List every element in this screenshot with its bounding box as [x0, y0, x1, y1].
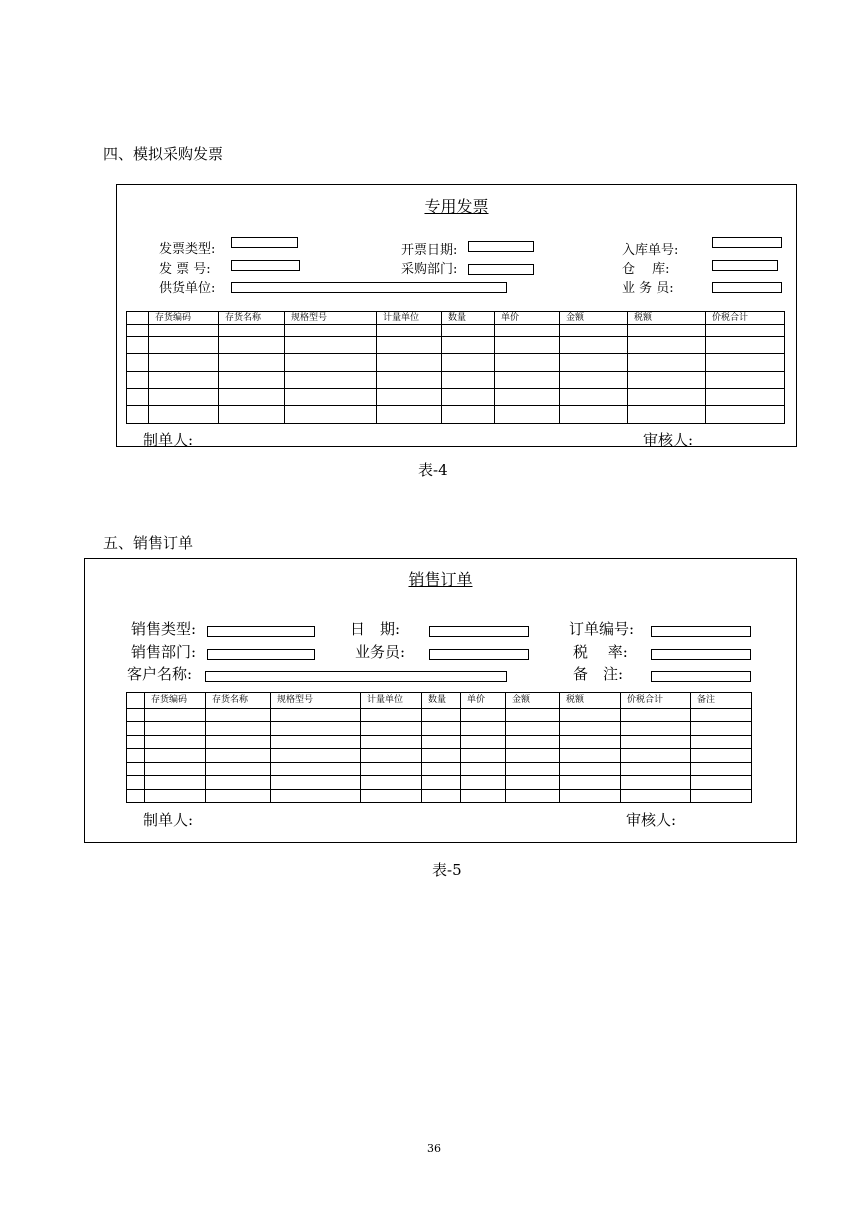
- table-cell[interactable]: [495, 389, 560, 406]
- table-row: [127, 722, 752, 736]
- remark-field[interactable]: [651, 671, 751, 682]
- table-caption: 表-5: [432, 861, 462, 879]
- table-cell[interactable]: [271, 749, 361, 763]
- row-index-header-cell: [127, 312, 149, 325]
- invoice-date-label: 开票日期:: [401, 243, 458, 258]
- table-cell[interactable]: [706, 325, 785, 337]
- table-cell[interactable]: [145, 709, 206, 722]
- table-cell[interactable]: [706, 389, 785, 406]
- table-cell[interactable]: [560, 790, 621, 803]
- table-header-row: [127, 312, 785, 325]
- table-cell[interactable]: [145, 736, 206, 749]
- table-cell[interactable]: [691, 763, 752, 776]
- table-cell[interactable]: [422, 722, 461, 736]
- table-cell[interactable]: [560, 337, 628, 354]
- warehouse-label: 仓 库:: [622, 262, 670, 277]
- table-cell[interactable]: [506, 709, 560, 722]
- table-cell[interactable]: [461, 736, 506, 749]
- table-cell[interactable]: [461, 722, 506, 736]
- table-cell[interactable]: [145, 776, 206, 790]
- table-cell: [127, 790, 145, 803]
- table-cell[interactable]: [219, 372, 285, 389]
- auditor-label: 审核人:: [626, 811, 677, 829]
- table-cell[interactable]: [361, 736, 422, 749]
- sales-order-form: [84, 558, 797, 843]
- table-cell[interactable]: [377, 389, 442, 406]
- table-cell[interactable]: [691, 749, 752, 763]
- form-title: 专用发票: [424, 197, 489, 216]
- table-cell[interactable]: [461, 749, 506, 763]
- invoice-type-field[interactable]: [231, 237, 298, 248]
- table-cell[interactable]: [361, 709, 422, 722]
- column-header: 存货名称: [219, 312, 285, 325]
- table-cell[interactable]: [145, 749, 206, 763]
- purchase-dept-label: 采购部门:: [401, 262, 458, 277]
- table-cell[interactable]: [285, 337, 377, 354]
- remark-label: 备 注:: [573, 665, 624, 683]
- table-cell: [127, 763, 145, 776]
- table-cell[interactable]: [621, 763, 691, 776]
- table-cell[interactable]: [560, 763, 621, 776]
- table-cell[interactable]: [621, 776, 691, 790]
- table-cell[interactable]: [706, 354, 785, 372]
- table-cell[interactable]: [219, 325, 285, 337]
- table-cell[interactable]: [377, 372, 442, 389]
- table-cell[interactable]: [691, 776, 752, 790]
- column-header: 数量: [422, 693, 461, 709]
- table-cell[interactable]: [706, 337, 785, 354]
- table-cell[interactable]: [219, 406, 285, 424]
- form-title: 销售订单: [408, 570, 473, 589]
- table-header-row: [127, 693, 752, 709]
- column-header: 备注: [691, 693, 752, 709]
- sales-type-field[interactable]: [207, 626, 315, 637]
- column-header: 单价: [495, 312, 560, 325]
- table-cell[interactable]: [560, 372, 628, 389]
- warehouse-no-field[interactable]: [712, 237, 782, 248]
- table-cell[interactable]: [149, 337, 219, 354]
- column-header: 价税合计: [621, 693, 691, 709]
- table-cell[interactable]: [145, 722, 206, 736]
- table-cell[interactable]: [461, 709, 506, 722]
- table-cell[interactable]: [461, 763, 506, 776]
- table-cell[interactable]: [422, 763, 461, 776]
- table-cell[interactable]: [377, 406, 442, 424]
- order-no-field[interactable]: [651, 626, 751, 637]
- table-cell[interactable]: [691, 709, 752, 722]
- column-header: 规格型号: [271, 693, 361, 709]
- column-header: 数量: [442, 312, 495, 325]
- table-row: [127, 736, 752, 749]
- table-cell[interactable]: [219, 389, 285, 406]
- table-cell[interactable]: [377, 354, 442, 372]
- table-caption: 表-4: [418, 461, 448, 479]
- column-header: 计量单位: [377, 312, 442, 325]
- table-cell[interactable]: [621, 749, 691, 763]
- column-header: 金额: [560, 312, 628, 325]
- row-index-header-cell: [127, 693, 145, 709]
- table-cell[interactable]: [422, 709, 461, 722]
- table-cell[interactable]: [506, 736, 560, 749]
- table-cell: [127, 372, 149, 389]
- table-cell: [127, 406, 149, 424]
- table-cell[interactable]: [219, 337, 285, 354]
- table-cell[interactable]: [149, 325, 219, 337]
- table-cell[interactable]: [628, 372, 706, 389]
- table-cell[interactable]: [442, 325, 495, 337]
- table-cell[interactable]: [621, 722, 691, 736]
- invoice-no-field[interactable]: [231, 260, 300, 271]
- purchase-invoice-table: [126, 311, 785, 424]
- table-cell[interactable]: [206, 722, 271, 736]
- clerk-field[interactable]: [712, 282, 782, 293]
- invoice-no-label: 发 票 号:: [159, 262, 211, 277]
- table-cell[interactable]: [271, 776, 361, 790]
- table-cell[interactable]: [560, 354, 628, 372]
- invoice-date-field[interactable]: [468, 241, 534, 252]
- table-row: [127, 776, 752, 790]
- table-cell[interactable]: [361, 790, 422, 803]
- table-row: [127, 406, 785, 424]
- table-cell[interactable]: [422, 749, 461, 763]
- table-cell[interactable]: [560, 749, 621, 763]
- table-cell: [127, 354, 149, 372]
- table-row: [127, 763, 752, 776]
- customer-field[interactable]: [205, 671, 507, 682]
- table-cell[interactable]: [560, 325, 628, 337]
- sales-order-table: [126, 692, 752, 803]
- table-cell[interactable]: [271, 722, 361, 736]
- maker-label: 制单人:: [143, 811, 194, 829]
- table-cell[interactable]: [495, 372, 560, 389]
- table-cell[interactable]: [621, 790, 691, 803]
- column-header: 存货编码: [149, 312, 219, 325]
- table-cell[interactable]: [495, 354, 560, 372]
- column-header: 税额: [560, 693, 621, 709]
- order-no-label: 订单编号:: [569, 620, 635, 638]
- table-cell[interactable]: [461, 790, 506, 803]
- clerk-label: 业务员:: [355, 643, 406, 661]
- table-cell[interactable]: [361, 776, 422, 790]
- column-header: 单价: [461, 693, 506, 709]
- table-cell[interactable]: [361, 722, 422, 736]
- sales-dept-label: 销售部门:: [131, 643, 197, 661]
- table-cell[interactable]: [442, 406, 495, 424]
- table-cell[interactable]: [285, 372, 377, 389]
- table-cell[interactable]: [271, 736, 361, 749]
- table-cell[interactable]: [442, 337, 495, 354]
- table-cell[interactable]: [560, 776, 621, 790]
- customer-label: 客户名称:: [127, 665, 193, 683]
- table-cell[interactable]: [560, 736, 621, 749]
- table-cell[interactable]: [271, 790, 361, 803]
- table-cell[interactable]: [206, 709, 271, 722]
- table-cell: [127, 325, 149, 337]
- table-cell[interactable]: [495, 325, 560, 337]
- purchase-dept-field[interactable]: [468, 264, 534, 275]
- warehouse-field[interactable]: [712, 260, 778, 271]
- table-row: [127, 749, 752, 763]
- table-cell[interactable]: [560, 722, 621, 736]
- table-cell[interactable]: [422, 790, 461, 803]
- tax-rate-field[interactable]: [651, 649, 751, 660]
- table-cell[interactable]: [691, 736, 752, 749]
- column-header: 金额: [506, 693, 560, 709]
- table-cell: [127, 722, 145, 736]
- date-field[interactable]: [429, 626, 529, 637]
- table-cell[interactable]: [285, 406, 377, 424]
- clerk-label: 业 务 员:: [622, 281, 674, 296]
- table-cell[interactable]: [361, 749, 422, 763]
- table-cell: [127, 389, 149, 406]
- table-cell: [127, 709, 145, 722]
- table-cell[interactable]: [206, 736, 271, 749]
- table-cell[interactable]: [628, 354, 706, 372]
- table-cell[interactable]: [206, 790, 271, 803]
- table-cell[interactable]: [706, 372, 785, 389]
- table-row: [127, 709, 752, 722]
- table-cell[interactable]: [621, 709, 691, 722]
- table-cell[interactable]: [206, 763, 271, 776]
- column-header: 计量单位: [361, 693, 422, 709]
- table-row: [127, 389, 785, 406]
- table-cell[interactable]: [422, 776, 461, 790]
- table-cell[interactable]: [285, 354, 377, 372]
- section-4-heading: 四、模拟采购发票: [103, 145, 224, 163]
- warehouse-no-label: 入库单号:: [622, 243, 679, 258]
- table-row: [127, 354, 785, 372]
- maker-label: 制单人:: [143, 431, 194, 449]
- table-cell[interactable]: [506, 776, 560, 790]
- table-cell[interactable]: [691, 722, 752, 736]
- table-row: [127, 325, 785, 337]
- table-cell[interactable]: [149, 354, 219, 372]
- table-cell[interactable]: [628, 389, 706, 406]
- column-header: 规格型号: [285, 312, 377, 325]
- auditor-label: 审核人:: [643, 431, 694, 449]
- table-cell[interactable]: [361, 763, 422, 776]
- table-cell[interactable]: [271, 763, 361, 776]
- table-cell[interactable]: [149, 389, 219, 406]
- column-header: 存货编码: [145, 693, 206, 709]
- column-header: 存货名称: [206, 693, 271, 709]
- table-cell: [127, 337, 149, 354]
- table-cell[interactable]: [506, 749, 560, 763]
- sales-dept-field[interactable]: [207, 649, 315, 660]
- table-row: [127, 372, 785, 389]
- table-cell[interactable]: [422, 736, 461, 749]
- table-cell[interactable]: [506, 722, 560, 736]
- table-cell[interactable]: [691, 790, 752, 803]
- table-cell[interactable]: [145, 763, 206, 776]
- table-cell[interactable]: [621, 736, 691, 749]
- invoice-type-label: 发票类型:: [159, 242, 216, 257]
- table-cell[interactable]: [377, 325, 442, 337]
- table-cell[interactable]: [149, 372, 219, 389]
- table-cell[interactable]: [628, 337, 706, 354]
- table-cell[interactable]: [285, 325, 377, 337]
- table-row: [127, 790, 752, 803]
- table-cell[interactable]: [706, 406, 785, 424]
- table-cell[interactable]: [506, 763, 560, 776]
- table-cell: [127, 749, 145, 763]
- table-row: [127, 337, 785, 354]
- table-cell[interactable]: [285, 389, 377, 406]
- table-cell[interactable]: [442, 389, 495, 406]
- table-cell[interactable]: [442, 372, 495, 389]
- table-cell[interactable]: [560, 389, 628, 406]
- table-cell[interactable]: [145, 790, 206, 803]
- table-cell[interactable]: [495, 406, 560, 424]
- sales-type-label: 销售类型:: [131, 620, 197, 638]
- tax-rate-label: 税 率:: [573, 643, 628, 661]
- table-cell[interactable]: [206, 776, 271, 790]
- table-cell: [127, 736, 145, 749]
- table-cell[interactable]: [461, 776, 506, 790]
- table-cell[interactable]: [149, 406, 219, 424]
- table-cell[interactable]: [506, 790, 560, 803]
- table-cell[interactable]: [377, 337, 442, 354]
- table-cell[interactable]: [271, 709, 361, 722]
- table-cell[interactable]: [206, 749, 271, 763]
- table-cell[interactable]: [442, 354, 495, 372]
- column-header: 价税合计: [706, 312, 785, 325]
- table-cell[interactable]: [560, 406, 628, 424]
- section-5-heading: 五、销售订单: [103, 534, 194, 552]
- date-label: 日 期:: [350, 620, 401, 638]
- table-cell[interactable]: [628, 325, 706, 337]
- clerk-field[interactable]: [429, 649, 529, 660]
- supplier-field[interactable]: [231, 282, 507, 293]
- supplier-label: 供货单位:: [159, 281, 216, 296]
- purchase-invoice-form: [116, 184, 797, 447]
- page-number: 36: [427, 1142, 441, 1155]
- table-cell[interactable]: [628, 406, 706, 424]
- table-cell[interactable]: [560, 709, 621, 722]
- table-cell: [127, 776, 145, 790]
- table-cell[interactable]: [495, 337, 560, 354]
- table-cell[interactable]: [219, 354, 285, 372]
- column-header: 税额: [628, 312, 706, 325]
